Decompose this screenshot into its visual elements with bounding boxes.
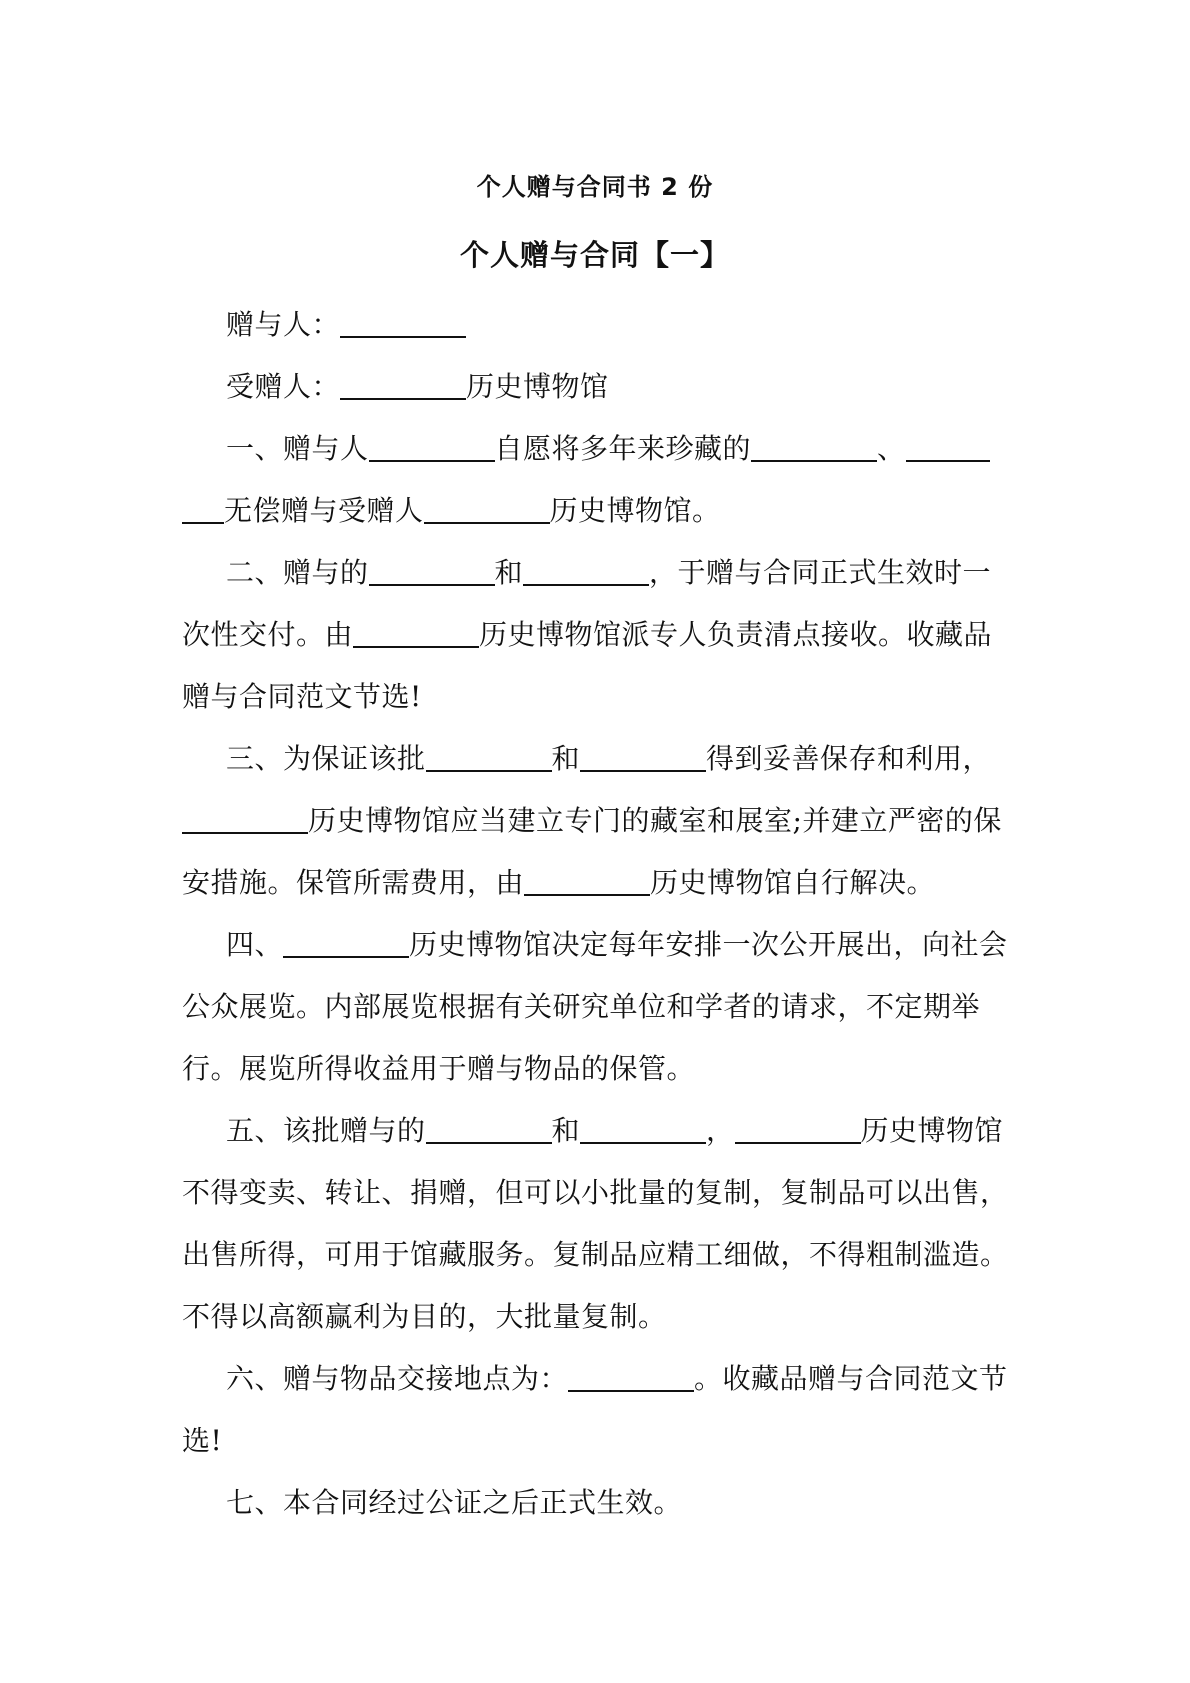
clause-4-text-b: 历史博物馆决定每年安排一次公开展出，向社会公众展览。内部展览根据有关研究单位和学者的请求，不定期举行。展览所得收益用于赠与物品的保管。 (182, 928, 1008, 1085)
clause-1-text-c: 、 (877, 432, 906, 465)
clause-2-item-2-blank (523, 554, 649, 586)
contract-subtitle: 个人赠与合同【一】 (459, 238, 730, 272)
clause-2-text-d: 历史博物馆派专人负责清点接收。收藏品赠与合同范文节选! (182, 618, 993, 713)
clause-6-text-b: 。收藏品赠与合同范文节选! (182, 1362, 1008, 1457)
clause-1-text-d: 无偿赠与受赠人 (224, 494, 424, 527)
clause-3-item-2-blank (580, 740, 706, 772)
clause-6-text-a: 六、赠与物品交接地点为： (226, 1362, 569, 1395)
clause-1-item-2-blank (906, 430, 990, 462)
clause-3-text-c: 得到妥善保存和利用， (706, 742, 992, 775)
clause-7-text-a: 七、本合同经过公证之后正式生效。 (226, 1486, 683, 1519)
clause-2-text-b: 和 (494, 556, 524, 589)
clause-2-text-a: 二、赠与的 (226, 556, 369, 589)
clause-5-text-d: 历史博物馆不得变卖、转让、捐赠，但可以小批量的复制，复制品可以出售，出售所得，可用于馆藏服务。复制品应精工细做，不得粗制滥造。不得以高额赢利为目的，大批量复制。 (182, 1114, 1009, 1333)
contract-body (182, 294, 1012, 1534)
clause-3-text-a: 三、为保证该批 (226, 742, 426, 775)
clause-1 (182, 418, 1012, 542)
clause-3 (182, 728, 1012, 914)
clause-1-text-e: 历史博物馆。 (549, 494, 721, 527)
clause-6-location-blank (568, 1360, 694, 1392)
clause-2-item-1-blank (369, 554, 495, 586)
donor-name-blank (340, 306, 466, 338)
clause-5-text-a: 五、该批赠与的 (226, 1114, 426, 1147)
clause-1-museum-blank (424, 492, 550, 524)
clause-5-text-b: 和 (551, 1114, 581, 1147)
donee-line (182, 356, 1012, 418)
clause-6 (182, 1348, 1012, 1472)
clause-1-text-b: 自愿将多年来珍藏的 (494, 432, 752, 465)
clause-3-text-d: 历史博物馆应当建立专门的藏室和展室;并建立严密的保安措施。保管所需费用，由 (182, 804, 1002, 899)
clause-3-text-e: 历史博物馆自行解决。 (650, 866, 936, 899)
clause-3-museum-blank (182, 802, 308, 834)
donor-line (182, 294, 1012, 356)
clause-3-museum-blank-2 (524, 864, 650, 896)
clause-5-text-c: ， (706, 1114, 735, 1147)
clause-5 (182, 1100, 1012, 1348)
clause-2 (182, 542, 1012, 728)
donee-label: 受赠人： (226, 370, 341, 403)
clause-4-text-a: 四、 (226, 928, 284, 961)
clause-1-donor-blank (369, 430, 495, 462)
clause-5-item-2-blank (580, 1112, 706, 1144)
clause-3-text-b: 和 (551, 742, 581, 775)
clause-4 (182, 914, 1012, 1100)
clause-3-item-1-blank (426, 740, 552, 772)
clause-4-museum-blank (283, 926, 409, 958)
donee-name-blank (340, 368, 466, 400)
clause-1-item-2-blank-cont (182, 492, 224, 524)
clause-2-text-c: ，于赠与合同正式生效时一次性交付。由 (182, 556, 992, 651)
clause-1-text-a: 一、赠与人 (226, 432, 369, 465)
clause-5-item-1-blank (426, 1112, 552, 1144)
clause-2-museum-blank (353, 616, 479, 648)
clause-1-item-1-blank (751, 430, 877, 462)
clause-5-museum-blank (735, 1112, 861, 1144)
clause-7 (182, 1472, 1012, 1534)
donee-suffix: 历史博物馆 (466, 370, 609, 403)
document-title: 个人赠与合同书 2 份 (476, 173, 714, 201)
donor-label: 赠与人： (226, 308, 341, 341)
